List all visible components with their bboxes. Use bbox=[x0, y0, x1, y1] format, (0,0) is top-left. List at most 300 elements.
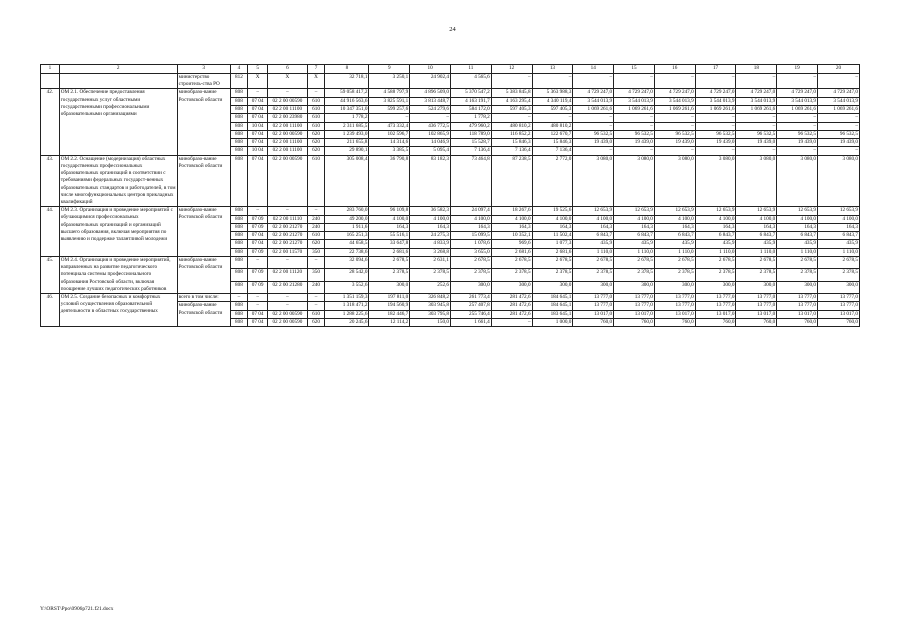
amount-cell: 15 846,3 bbox=[491, 139, 532, 147]
gr-code-cell: 808 bbox=[230, 122, 248, 130]
amount-cell: 1 110,0 bbox=[736, 248, 777, 256]
amount-cell: 14 046,9 bbox=[410, 139, 451, 147]
budget-code-cell: – bbox=[248, 256, 268, 268]
budget-code-cell: – bbox=[248, 294, 268, 302]
amount-cell: – bbox=[614, 147, 655, 155]
column-number-cell: 14 bbox=[573, 65, 614, 74]
amount-cell: 300,0 bbox=[777, 281, 818, 293]
amount-cell: 24 902,4 bbox=[410, 74, 451, 89]
amount-cell: 96 532,5 bbox=[736, 130, 777, 138]
amount-cell: 19 525,6 bbox=[532, 207, 573, 215]
amount-cell: 300,0 bbox=[450, 281, 491, 293]
amount-cell: – bbox=[614, 122, 655, 130]
amount-cell: – bbox=[695, 114, 736, 122]
measure-name-cell: ОМ 2.1. Обеспечение предоставления государственных услуг областными государственными профессиональными образовательными организациями bbox=[59, 89, 177, 155]
budget-code-cell: X bbox=[307, 74, 325, 89]
gr-code-cell: 812 bbox=[230, 74, 248, 89]
budget-code-cell: 620 bbox=[307, 147, 325, 155]
amount-cell: 4 588 797,9 bbox=[369, 89, 410, 97]
amount-cell: 3 544 013,9 bbox=[654, 97, 695, 105]
column-number-cell: 15 bbox=[614, 65, 655, 74]
amount-cell: 760,0 bbox=[614, 318, 655, 326]
amount-cell: 1 069 261,6 bbox=[695, 106, 736, 114]
amount-cell: 2 378,5 bbox=[654, 269, 695, 281]
column-number-cell: 20 bbox=[818, 65, 860, 74]
amount-cell: 4 729 247,0 bbox=[614, 89, 655, 97]
budget-code-cell: – bbox=[248, 207, 268, 215]
amount-cell: 13 017,0 bbox=[614, 310, 655, 318]
amount-cell: 3 080,0 bbox=[777, 155, 818, 206]
budget-code-cell: 350 bbox=[307, 248, 325, 256]
budget-code-cell: 02 2 00 11570 bbox=[268, 248, 308, 256]
amount-cell: 19 439,0 bbox=[695, 139, 736, 147]
amount-cell: 5 370 547,2 bbox=[450, 89, 491, 97]
amount-cell: 3 080,0 bbox=[818, 155, 860, 206]
amount-cell: 4 729 247,0 bbox=[777, 89, 818, 97]
amount-cell: – bbox=[736, 114, 777, 122]
amount-cell: 303 795,8 bbox=[410, 310, 451, 318]
amount-cell: 300,0 bbox=[736, 281, 777, 293]
budget-code-cell: 02 2 00 23980 bbox=[268, 114, 308, 122]
amount-cell: 13 777,0 bbox=[777, 302, 818, 310]
budget-code-cell: – bbox=[307, 207, 325, 215]
amount-cell: – bbox=[818, 147, 860, 155]
amount-cell: 13 777,0 bbox=[777, 294, 818, 302]
amount-cell: 4 163 191,7 bbox=[450, 97, 491, 105]
amount-cell: 12 653,9 bbox=[818, 207, 860, 215]
amount-cell: 18 267,6 bbox=[491, 207, 532, 215]
column-number-cell: 17 bbox=[695, 65, 736, 74]
gr-code-cell: 808 bbox=[230, 147, 248, 155]
amount-cell: 4 729 247,0 bbox=[818, 89, 860, 97]
amount-cell: 102 865,9 bbox=[410, 130, 451, 138]
amount-cell: 28 542,0 bbox=[325, 269, 369, 281]
executor-cell: министерство строитель-ства РО bbox=[177, 74, 230, 89]
amount-cell: 435,9 bbox=[777, 240, 818, 248]
amount-cell: – bbox=[818, 122, 860, 130]
amount-cell: 760,0 bbox=[695, 318, 736, 326]
amount-cell: 1 239 493,0 bbox=[325, 130, 369, 138]
budget-code-cell: 07 04 bbox=[248, 232, 268, 240]
amount-cell: – bbox=[532, 114, 573, 122]
amount-cell: 19 439,0 bbox=[818, 139, 860, 147]
amount-cell: 2 678,5 bbox=[573, 256, 614, 268]
amount-cell: – bbox=[777, 147, 818, 155]
amount-cell: 6 843,7 bbox=[654, 232, 695, 240]
amount-cell: 6 843,7 bbox=[736, 232, 777, 240]
amount-cell: 4 163 295,4 bbox=[491, 97, 532, 105]
budget-code-cell: 07 09 bbox=[248, 215, 268, 223]
amount-cell: 435,9 bbox=[818, 240, 860, 248]
amount-cell: 479 960,2 bbox=[450, 122, 491, 130]
amount-cell: 480 810,2 bbox=[532, 122, 573, 130]
amount-cell: 4 100,0 bbox=[736, 215, 777, 223]
amount-cell: 2 681,6 bbox=[491, 248, 532, 256]
budget-code-cell: 610 bbox=[307, 122, 325, 130]
amount-cell: 2 678,5 bbox=[695, 256, 736, 268]
amount-cell: 1 069 261,6 bbox=[736, 106, 777, 114]
budget-code-cell: 02 2 00 11100 bbox=[268, 106, 308, 114]
amount-cell: – bbox=[654, 74, 695, 89]
amount-cell: 435,9 bbox=[614, 240, 655, 248]
amount-cell: 116 852,2 bbox=[491, 130, 532, 138]
budget-code-cell: – bbox=[307, 294, 325, 302]
budget-code-cell: 07 04 bbox=[248, 130, 268, 138]
amount-cell: 13 777,0 bbox=[614, 302, 655, 310]
executor-cell: минобразо-вание Ростовской области bbox=[177, 302, 230, 327]
amount-cell: – bbox=[369, 114, 410, 122]
amount-cell: 6 843,7 bbox=[777, 232, 818, 240]
amount-cell: 2 681,6 bbox=[532, 248, 573, 256]
budget-code-cell: 240 bbox=[307, 215, 325, 223]
amount-cell: 122 670,7 bbox=[532, 130, 573, 138]
table-row bbox=[41, 89, 860, 97]
amount-cell: 255 746,4 bbox=[450, 310, 491, 318]
amount-cell: 96 532,5 bbox=[573, 130, 614, 138]
gr-code-cell: 808 bbox=[230, 302, 248, 310]
budget-table bbox=[40, 64, 860, 327]
amount-cell: 1 069 261,6 bbox=[818, 106, 860, 114]
gr-code-cell: 808 bbox=[230, 318, 248, 326]
amount-cell: 3 655,0 bbox=[450, 248, 491, 256]
budget-code-cell: 02 2 00 11110 bbox=[268, 215, 308, 223]
amount-cell: 252,6 bbox=[410, 281, 451, 293]
budget-code-cell: 07 04 bbox=[248, 139, 268, 147]
amount-cell: 1 318 471,2 bbox=[325, 302, 369, 310]
amount-cell: 12 653,9 bbox=[695, 207, 736, 215]
amount-cell: 32 718,1 bbox=[325, 74, 369, 89]
amount-cell: 1 069 261,6 bbox=[654, 106, 695, 114]
amount-cell: – bbox=[614, 114, 655, 122]
amount-cell: 55 516,1 bbox=[369, 232, 410, 240]
amount-cell: 96 109,8 bbox=[369, 207, 410, 215]
gr-code-cell: 808 bbox=[230, 240, 248, 248]
amount-cell: 182 446,7 bbox=[369, 310, 410, 318]
budget-code-cell: 240 bbox=[307, 223, 325, 231]
table-row bbox=[41, 74, 860, 89]
gr-code-cell: – bbox=[230, 294, 248, 302]
amount-cell: 326 848,2 bbox=[410, 294, 451, 302]
amount-cell: 10 347 351,0 bbox=[325, 106, 369, 114]
amount-cell: 36 790,8 bbox=[369, 155, 410, 206]
executor-cell: минобразо-вание Ростовской области bbox=[177, 207, 230, 257]
amount-cell: 10 352,1 bbox=[491, 232, 532, 240]
amount-cell: 300,0 bbox=[573, 281, 614, 293]
column-number-cell: 6 bbox=[268, 65, 308, 74]
amount-cell: – bbox=[654, 147, 695, 155]
amount-cell: 480 810,2 bbox=[491, 122, 532, 130]
amount-cell: 969,6 bbox=[491, 240, 532, 248]
amount-cell: 19 439,0 bbox=[614, 139, 655, 147]
column-number-cell: 12 bbox=[491, 65, 532, 74]
amount-cell: 5 363 988,3 bbox=[532, 89, 573, 97]
amount-cell: 96 532,5 bbox=[777, 130, 818, 138]
amount-cell: 435,9 bbox=[736, 240, 777, 248]
budget-code-cell: – bbox=[307, 256, 325, 268]
amount-cell: 183 645,1 bbox=[532, 310, 573, 318]
amount-cell: 4 833,9 bbox=[410, 240, 451, 248]
amount-cell: 164,3 bbox=[654, 223, 695, 231]
gr-code-cell: 808 bbox=[230, 269, 248, 281]
amount-cell: – bbox=[777, 114, 818, 122]
measure-name-cell: ОМ 2.5. Создание безопасных и комфортных условий осуществления образовательной деятельности в областных государственных bbox=[59, 294, 177, 327]
amount-cell: 12 653,9 bbox=[614, 207, 655, 215]
budget-code-cell: 610 bbox=[307, 97, 325, 105]
amount-cell: 4 100,0 bbox=[777, 215, 818, 223]
amount-cell: – bbox=[614, 74, 655, 89]
amount-cell: 2 378,5 bbox=[818, 269, 860, 281]
amount-cell: 1 778,2 bbox=[325, 114, 369, 122]
budget-code-cell: – bbox=[307, 302, 325, 310]
amount-cell: 164,3 bbox=[736, 223, 777, 231]
budget-code-cell: 02 2 00 11100 bbox=[268, 147, 308, 155]
amount-cell: 1 077,3 bbox=[532, 240, 573, 248]
budget-code-cell: 620 bbox=[307, 240, 325, 248]
amount-cell: 164,3 bbox=[491, 223, 532, 231]
amount-cell: – bbox=[654, 122, 695, 130]
amount-cell: 15 846,3 bbox=[532, 139, 573, 147]
gr-code-cell: 808 bbox=[230, 139, 248, 147]
amount-cell: 300,0 bbox=[614, 281, 655, 293]
amount-cell: 4 729 247,0 bbox=[573, 89, 614, 97]
amount-cell: 11 502,4 bbox=[532, 232, 573, 240]
amount-cell: 164,3 bbox=[369, 223, 410, 231]
amount-cell: 211 655,8 bbox=[325, 139, 369, 147]
amount-cell: 3 813 448,7 bbox=[410, 97, 451, 105]
amount-cell: 4 100,0 bbox=[614, 215, 655, 223]
budget-code-cell: 07 04 bbox=[248, 114, 268, 122]
amount-cell: 3 080,0 bbox=[736, 155, 777, 206]
amount-cell: 473 332,4 bbox=[369, 122, 410, 130]
amount-cell: 4 100,0 bbox=[450, 215, 491, 223]
amount-cell: 24 097,4 bbox=[450, 207, 491, 215]
amount-cell: 2 378,5 bbox=[695, 269, 736, 281]
gr-code-cell: 808 bbox=[230, 130, 248, 138]
amount-cell: – bbox=[695, 147, 736, 155]
amount-cell: – bbox=[491, 114, 532, 122]
amount-cell: 5 095,4 bbox=[410, 147, 451, 155]
amount-cell: 4 729 247,0 bbox=[654, 89, 695, 97]
amount-cell: 1 069 261,6 bbox=[614, 106, 655, 114]
measure-name-cell: ОМ 2.3. Организация и проведение мероприятий с обучающимися профессиональных образовательных организаций и организаций высшего образования, включая мероприятия по выявлению и поддержке талантливой молодежи bbox=[59, 207, 177, 257]
amount-cell: 3 080,0 bbox=[614, 155, 655, 206]
amount-cell: 3 544 013,9 bbox=[573, 97, 614, 105]
budget-code-cell: 610 bbox=[307, 114, 325, 122]
amount-cell: 3 250,1 bbox=[369, 74, 410, 89]
column-number-cell: 5 bbox=[248, 65, 268, 74]
amount-cell: 44 916 563,6 bbox=[325, 97, 369, 105]
amount-cell: 12 653,9 bbox=[573, 207, 614, 215]
budget-code-cell: 02 2 00 00590 bbox=[268, 318, 308, 326]
budget-code-cell: 07 04 bbox=[248, 106, 268, 114]
amount-cell: 2 678,5 bbox=[777, 256, 818, 268]
amount-cell: – bbox=[695, 122, 736, 130]
column-number-cell: 4 bbox=[230, 65, 248, 74]
budget-code-cell: 620 bbox=[307, 318, 325, 326]
column-number-cell: 9 bbox=[369, 65, 410, 74]
amount-cell: 281 472,6 bbox=[491, 302, 532, 310]
amount-cell: 164,3 bbox=[695, 223, 736, 231]
budget-code-cell: 07 04 bbox=[248, 310, 268, 318]
amount-cell: 2 678,5 bbox=[369, 256, 410, 268]
amount-cell: 32 094,6 bbox=[325, 256, 369, 268]
table-row bbox=[41, 256, 860, 268]
budget-code-cell: 02 2 00 21270 bbox=[268, 232, 308, 240]
budget-code-cell: – bbox=[268, 89, 308, 97]
amount-cell: 760,0 bbox=[573, 318, 614, 326]
amount-cell: 19 439,0 bbox=[736, 139, 777, 147]
amount-cell: 19 439,0 bbox=[777, 139, 818, 147]
budget-code-cell: 02 2 00 11100 bbox=[268, 139, 308, 147]
amount-cell: 6 843,7 bbox=[695, 232, 736, 240]
amount-cell: 2 378,5 bbox=[491, 269, 532, 281]
amount-cell: 1 000,0 bbox=[532, 318, 573, 326]
amount-cell: – bbox=[573, 147, 614, 155]
amount-cell: 1 288 225,6 bbox=[325, 310, 369, 318]
amount-cell: 1 110,0 bbox=[573, 248, 614, 256]
amount-cell: 4 729 247,0 bbox=[695, 89, 736, 97]
gr-code-cell: 808 bbox=[230, 97, 248, 105]
amount-cell: 760,0 bbox=[654, 318, 695, 326]
amount-cell: 305 008,4 bbox=[325, 155, 369, 206]
budget-code-cell: 07 04 bbox=[248, 240, 268, 248]
budget-code-cell: – bbox=[307, 89, 325, 97]
amount-cell: 102 596,7 bbox=[369, 130, 410, 138]
amount-cell: – bbox=[736, 74, 777, 89]
amount-cell: 3 544 013,9 bbox=[818, 97, 860, 105]
amount-cell: 2 378,5 bbox=[573, 269, 614, 281]
amount-cell: 300,0 bbox=[695, 281, 736, 293]
amount-cell: 13 777,0 bbox=[818, 294, 860, 302]
budget-code-cell: 240 bbox=[307, 281, 325, 293]
amount-cell: – bbox=[573, 114, 614, 122]
column-number-cell: 2 bbox=[59, 65, 177, 74]
amount-cell: 13 777,0 bbox=[654, 294, 695, 302]
amount-cell: 13 777,0 bbox=[614, 294, 655, 302]
amount-cell: 184 645,1 bbox=[532, 294, 573, 302]
budget-code-cell: – bbox=[268, 294, 308, 302]
amount-cell: 597 405,3 bbox=[491, 106, 532, 114]
gr-code-cell: 808 bbox=[230, 155, 248, 206]
amount-cell: 13 017,0 bbox=[695, 310, 736, 318]
row-number-cell: 46. bbox=[41, 294, 60, 327]
amount-cell: 13 777,0 bbox=[736, 294, 777, 302]
amount-cell: 261 773,4 bbox=[450, 294, 491, 302]
amount-cell: 1 078,6 bbox=[450, 240, 491, 248]
amount-cell: 194 560,9 bbox=[369, 302, 410, 310]
amount-cell: 281 472,6 bbox=[491, 310, 532, 318]
amount-cell: 4 100,0 bbox=[532, 215, 573, 223]
amount-cell: 4 100,0 bbox=[410, 215, 451, 223]
budget-code-cell: 02 2 00 00590 bbox=[268, 97, 308, 105]
gr-code-cell: 808 bbox=[230, 89, 248, 97]
column-number-cell: 7 bbox=[307, 65, 325, 74]
amount-cell: 300,0 bbox=[654, 281, 695, 293]
column-number-cell: 1 bbox=[41, 65, 60, 74]
amount-cell: 164,3 bbox=[450, 223, 491, 231]
amount-cell: 12 653,9 bbox=[736, 207, 777, 215]
amount-cell: 96 532,5 bbox=[818, 130, 860, 138]
amount-cell: 2 311 685,5 bbox=[325, 122, 369, 130]
amount-cell: 3 080,0 bbox=[573, 155, 614, 206]
budget-code-cell: 07 04 bbox=[248, 155, 268, 206]
amount-cell: 2 772,0 bbox=[532, 155, 573, 206]
amount-cell: 760,0 bbox=[777, 318, 818, 326]
amount-cell: 1 110,0 bbox=[654, 248, 695, 256]
amount-cell: 283 760,0 bbox=[325, 207, 369, 215]
amount-cell: 118 789,0 bbox=[450, 130, 491, 138]
row-number-cell bbox=[41, 74, 60, 89]
budget-code-cell: 02 2 00 21270 bbox=[268, 223, 308, 231]
amount-cell: 3 544 013,9 bbox=[777, 97, 818, 105]
gr-code-cell: 808 bbox=[230, 207, 248, 215]
amount-cell: – bbox=[777, 122, 818, 130]
table-row bbox=[41, 207, 860, 215]
amount-cell: 4 100,0 bbox=[654, 215, 695, 223]
amount-cell: 14 314,6 bbox=[369, 139, 410, 147]
column-number-cell: 8 bbox=[325, 65, 369, 74]
column-number-cell: 13 bbox=[532, 65, 573, 74]
amount-cell: 1 110,0 bbox=[818, 248, 860, 256]
budget-code-cell: 07 04 bbox=[248, 97, 268, 105]
amount-cell: 300,0 bbox=[491, 281, 532, 293]
amount-cell: – bbox=[573, 122, 614, 130]
amount-cell: 1 778,2 bbox=[450, 114, 491, 122]
amount-cell: 760,0 bbox=[736, 318, 777, 326]
amount-cell: 435,9 bbox=[695, 240, 736, 248]
gr-code-cell: 808 bbox=[230, 232, 248, 240]
amount-cell: 1 110,0 bbox=[614, 248, 655, 256]
amount-cell: 2 378,5 bbox=[369, 269, 410, 281]
amount-cell: 3 544 013,9 bbox=[695, 97, 736, 105]
page-number: 24 bbox=[449, 26, 456, 33]
amount-cell: – bbox=[777, 74, 818, 89]
amount-cell: 4 100,0 bbox=[573, 215, 614, 223]
budget-code-cell: – bbox=[268, 207, 308, 215]
amount-cell: 300,0 bbox=[369, 281, 410, 293]
measure-name-cell bbox=[59, 74, 177, 89]
amount-cell: 13 777,0 bbox=[573, 302, 614, 310]
amount-cell: 15 099,5 bbox=[450, 232, 491, 240]
amount-cell: 4 100,0 bbox=[695, 215, 736, 223]
amount-cell: 164,3 bbox=[614, 223, 655, 231]
budget-code-cell: 610 bbox=[307, 232, 325, 240]
amount-cell: 435,9 bbox=[573, 240, 614, 248]
amount-cell: 2 678,5 bbox=[491, 256, 532, 268]
amount-cell: 87 238,5 bbox=[491, 155, 532, 206]
amount-cell: 524 279,6 bbox=[410, 106, 451, 114]
amount-cell: 13 777,0 bbox=[736, 302, 777, 310]
amount-cell: 197 811,0 bbox=[369, 294, 410, 302]
budget-code-cell: – bbox=[268, 256, 308, 268]
amount-cell: 96 532,5 bbox=[614, 130, 655, 138]
amount-cell: 15 528,7 bbox=[450, 139, 491, 147]
amount-cell: 6 843,7 bbox=[614, 232, 655, 240]
gr-code-cell: 808 bbox=[230, 256, 248, 268]
amount-cell: 7 136,4 bbox=[491, 147, 532, 155]
amount-cell: 24 275,3 bbox=[410, 232, 451, 240]
budget-code-cell: X bbox=[248, 74, 268, 89]
budget-code-cell: 620 bbox=[307, 139, 325, 147]
amount-cell: 2 681,6 bbox=[369, 248, 410, 256]
amount-cell: 165 251,3 bbox=[325, 232, 369, 240]
column-number-cell: 11 bbox=[450, 65, 491, 74]
amount-cell: 1 661,4 bbox=[450, 318, 491, 326]
amount-cell: 83 182,3 bbox=[410, 155, 451, 206]
amount-cell: 13 777,0 bbox=[695, 302, 736, 310]
amount-cell: 4 100,0 bbox=[818, 215, 860, 223]
budget-code-cell: 02 2 00 00590 bbox=[268, 155, 308, 206]
